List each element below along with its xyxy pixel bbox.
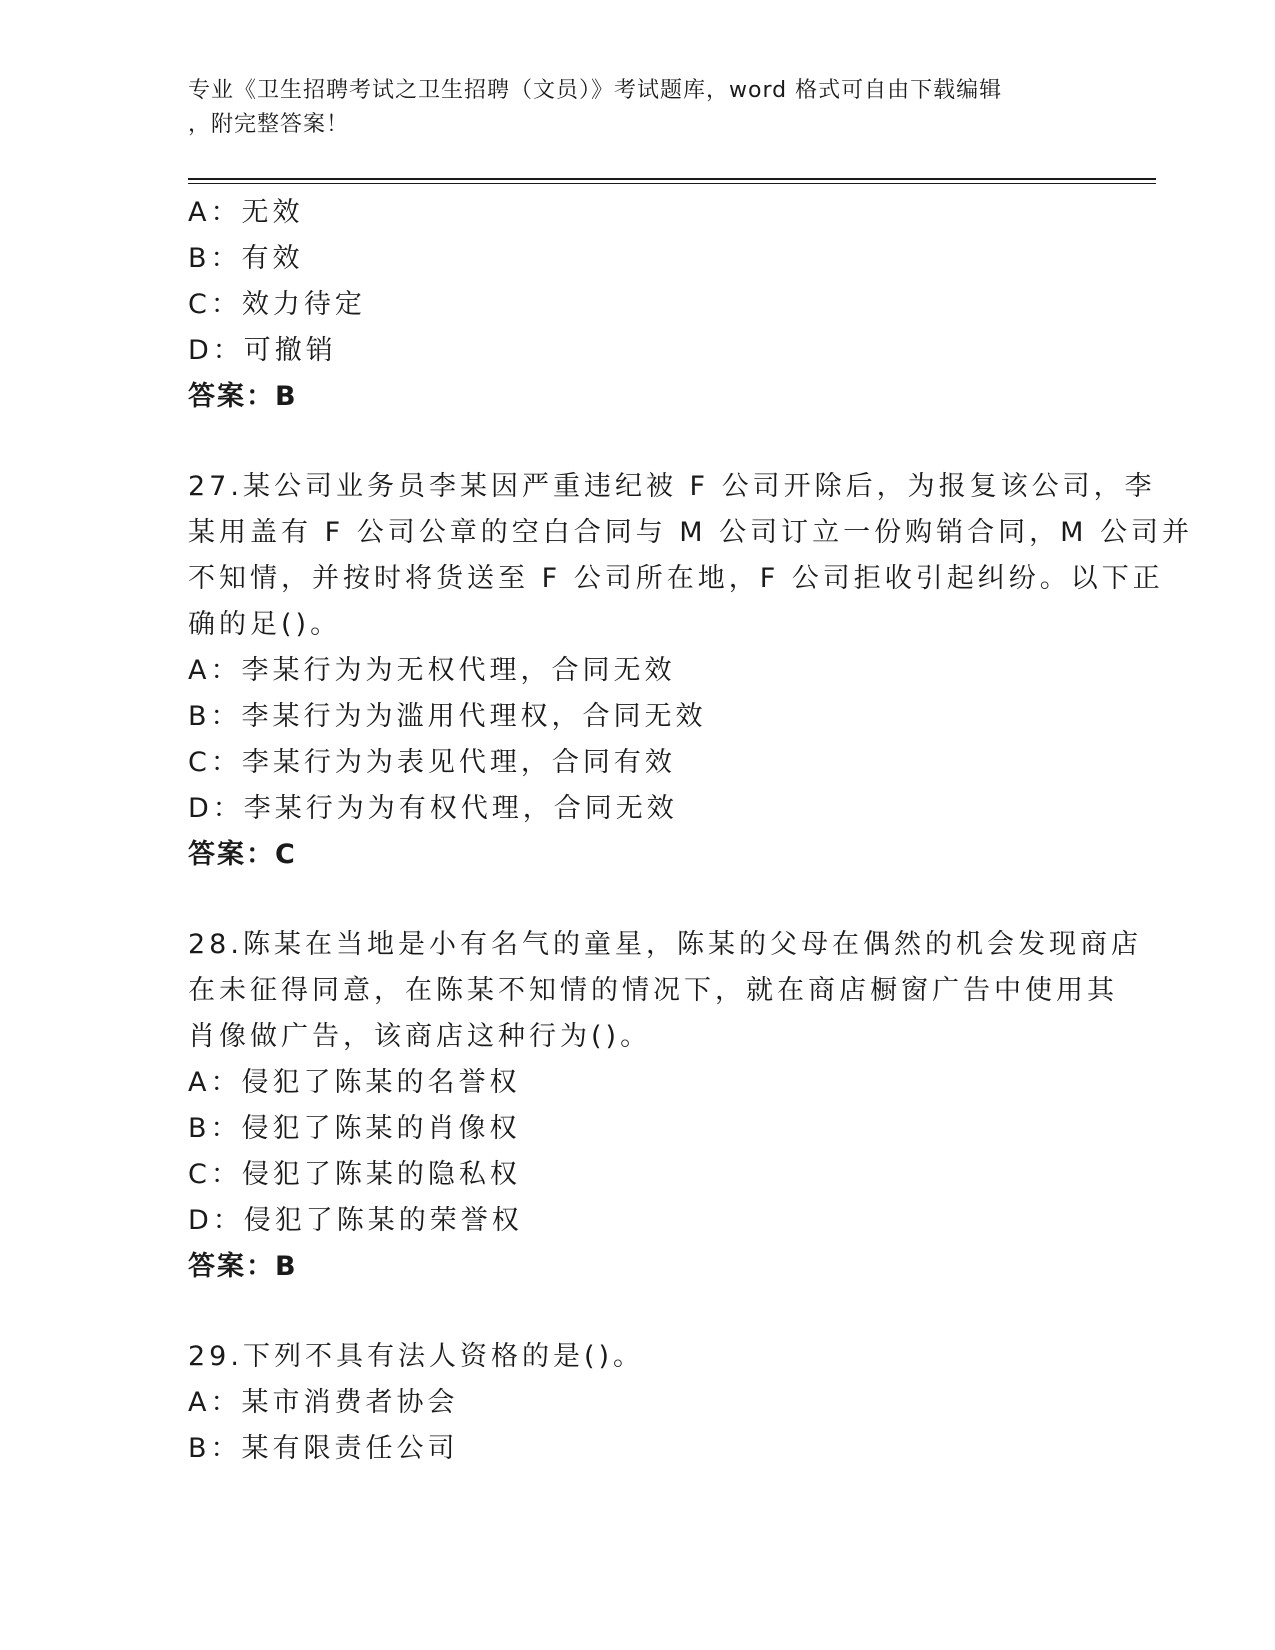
header-line-1: 专业《卫生招聘考试之卫生招聘（文员）》考试题库，word 格式可自由下载编辑: [188, 78, 1003, 103]
option-a: A：侵犯了陈某的名誉权: [188, 1067, 521, 1098]
question-28: [188, 922, 1142, 1290]
option-c: C：效力待定: [188, 289, 366, 320]
option-b: B：有效: [188, 243, 304, 274]
question-stem-line: 28.陈某在当地是小有名气的童星，陈某的父母在偶然的机会发现商店: [188, 929, 1142, 960]
option-c: C：侵犯了陈某的隐私权: [188, 1159, 521, 1190]
option-d: D：侵犯了陈某的荣誉权: [188, 1205, 523, 1236]
spacer: [188, 420, 1088, 464]
document-header: [188, 74, 1088, 142]
question-29: [188, 1334, 1088, 1472]
question-stem-line: 29.下列不具有法人资格的是()。: [188, 1341, 645, 1372]
option-c: C：李某行为为表见代理，合同有效: [188, 747, 676, 778]
option-d: D：李某行为为有权代理，合同无效: [188, 793, 678, 824]
answer: 答案：C: [188, 839, 297, 870]
header-divider-thick: [188, 178, 1156, 180]
spacer: [188, 878, 1088, 922]
spacer: [188, 1290, 1088, 1334]
question-stem-line: 27.某公司业务员李某因严重违纪被 F 公司开除后，为报复该公司，李: [188, 471, 1156, 502]
header-line-2: ，附完整答案！: [188, 112, 350, 137]
header-divider-thin: [188, 183, 1156, 184]
answer: 答案：B: [188, 381, 298, 412]
question-26: [188, 190, 1088, 420]
option-a: A：李某行为为无权代理，合同无效: [188, 655, 676, 686]
option-b: B：某有限责任公司: [188, 1433, 459, 1464]
question-list: [188, 190, 1194, 1472]
answer: 答案：B: [188, 1251, 298, 1282]
option-a: A：某市消费者协会: [188, 1387, 459, 1418]
question-stem-line: 不知情，并按时将货送至 F 公司所在地，F 公司拒收引起纠纷。以下正: [188, 563, 1164, 594]
option-b: B：李某行为为滥用代理权，合同无效: [188, 701, 707, 732]
option-a: A：无效: [188, 197, 304, 228]
option-b: B：侵犯了陈某的肖像权: [188, 1113, 521, 1144]
question-27: [188, 464, 1194, 878]
question-stem-line: 确的足()。: [188, 609, 342, 640]
option-d: D：可撤销: [188, 335, 337, 366]
question-stem-line: 在未征得同意，在陈某不知情的情况下，就在商店橱窗广告中使用其: [188, 975, 1118, 1006]
question-stem-line: 某用盖有 F 公司公章的空白合同与 M 公司订立一份购销合同，M 公司并: [188, 517, 1194, 548]
question-stem-line: 肖像做广告，该商店这种行为()。: [188, 1021, 652, 1052]
